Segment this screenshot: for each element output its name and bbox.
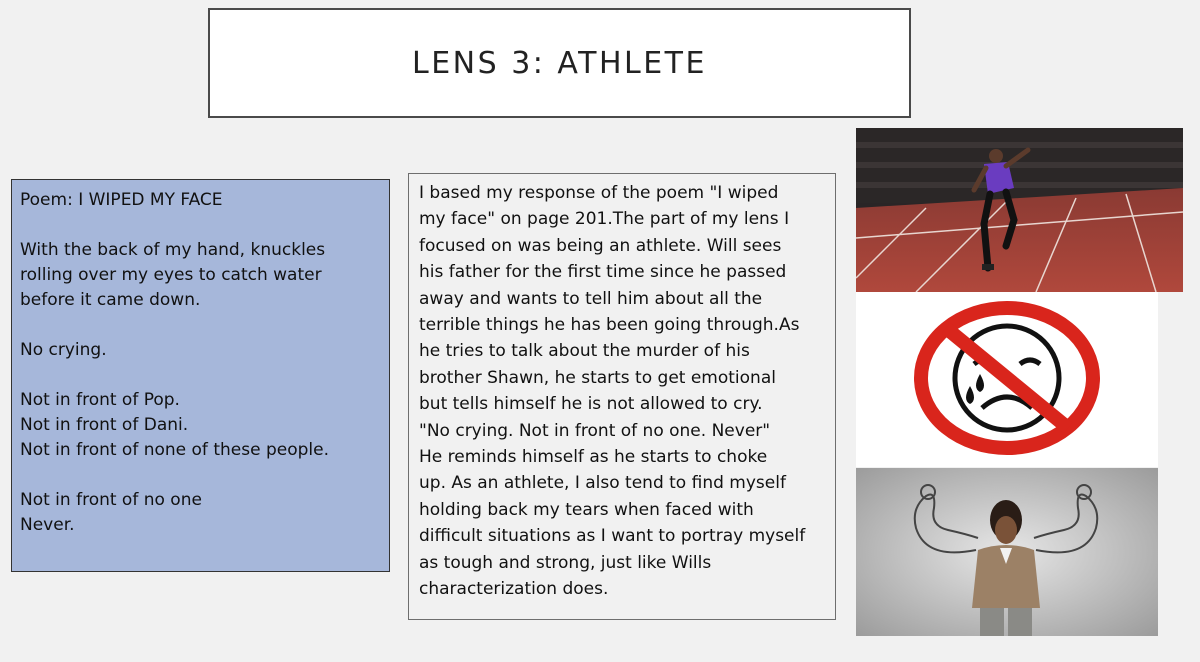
response-line: his father for the first time since he passed [419, 262, 787, 283]
response-line: he tries to talk about the murder of his [419, 341, 750, 362]
response-line: difficult situations as I want to portray myself [419, 526, 806, 547]
poem-line: rolling over my eyes to catch water [20, 265, 322, 285]
poem-line: Not in front of Pop. [20, 390, 180, 410]
response-line: holding back my tears when faced with [419, 499, 754, 520]
response-line: but tells himself he is not allowed to cry. [419, 394, 763, 415]
poem-spacer [20, 363, 381, 388]
poem-line: Not in front of Dani. [20, 415, 189, 435]
response-line: brother Shawn, he starts to get emotional [419, 367, 776, 388]
response-line: as tough and strong, just like Wills [419, 552, 712, 573]
poem-line: Not in front of no one [20, 490, 202, 510]
poem-line: With the back of my hand, knuckles [20, 240, 326, 260]
response-box [408, 173, 836, 620]
poem-spacer [20, 463, 381, 488]
slide-title: LENS 3: ATHLETE [412, 45, 707, 81]
response-line: terrible things he has been going through.As [419, 315, 800, 336]
sprinter-on-track-icon [856, 128, 1183, 292]
response-line: He reminds himself as he starts to choke [419, 447, 768, 468]
slide-title-box [208, 8, 911, 118]
man-muscle-arms-photo [856, 468, 1158, 636]
poem-box [11, 179, 390, 572]
poem-line: Not in front of none of these people. [20, 440, 329, 460]
response-line: away and wants to tell him about all the [419, 288, 763, 309]
poem-line: No crying. [20, 340, 107, 360]
poem-spacer [20, 213, 381, 238]
response-line: up. As an athlete, I also tend to find myself [419, 473, 786, 494]
response-line: "No crying. Not in front of no one. Never" [419, 420, 771, 441]
no-crying-sign-image [856, 292, 1158, 467]
response-line: my face" on page 201.The part of my lens I [419, 209, 790, 230]
response-line: focused on was being an athlete. Will sees [419, 235, 782, 256]
poem-line: Poem: I WIPED MY FACE [20, 190, 223, 210]
poem-line: before it came down. [20, 290, 201, 310]
sprinter-photo [856, 128, 1183, 292]
poem-spacer [20, 313, 381, 338]
man-with-drawn-muscle-arms-icon [856, 468, 1158, 636]
no-crying-sign-icon [856, 292, 1158, 467]
poem-line: Never. [20, 515, 75, 535]
response-line: I based my response of the poem "I wiped [419, 183, 779, 203]
response-line: characterization does. [419, 579, 609, 600]
